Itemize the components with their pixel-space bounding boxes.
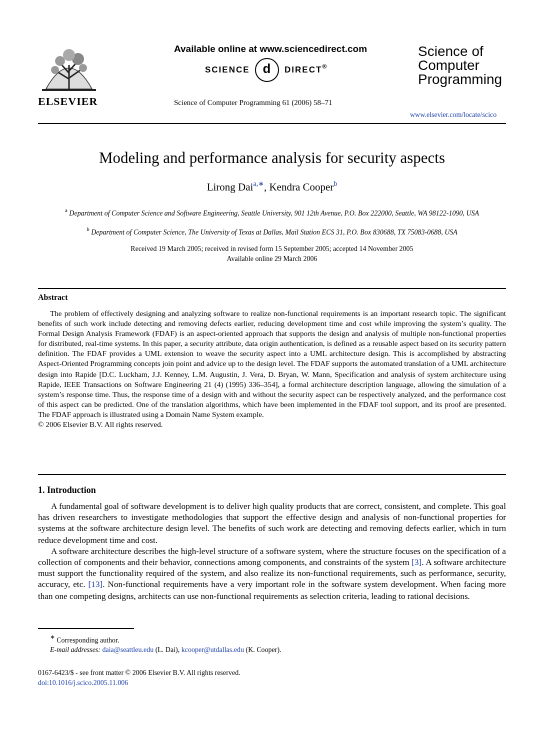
email-link[interactable]: daia@seattleu.edu <box>102 646 154 655</box>
email-link[interactable]: kcooper@utdallas.edu <box>181 646 244 655</box>
section-body <box>38 501 506 602</box>
publication-dates <box>0 244 544 264</box>
abstract-paragraph: The problem of effectively designing and analyzing software to realize non-functional requirements is an important research topic. The significant benefits of such work include detecting and removing defects earlier, reducing development time and cost while improving the system’s quality. The Formal Design Analysis Framework (FDAF) is an aspect-oriented approach that supports the design and analysis of multiple non-functional properties for distributed, real-time systems. In this paper, a security attribute, data origin authentication, is defined as a reusable aspect based on its security pattern definition. The FDAF provides a UML extension to weave the security aspect into a UML architecture design. This is accomplished by abstracting Aspect-Oriented Programming concepts join point and advice up to the design level. The FDAF supports the automated translation of a UML architecture design into Rapide [D.C. Luckham, J.J. Kenney, L.M. Augustin, J. Vera, D. Bryan, W. Mann, Specification and analysis of system architecture using Rapide, IEEE Transactions on Software Engineering 21 (4) (1995) 336–354], a formal architecture description language, allowing the simulation of a system’s response time. Thus, the response time of a design with and without the security aspect can be respectively analyzed, and the performance cost of this aspect can be predicted. One of the translation algorithms, which have been implemented in the FDAF tool support, and its proof are presented. The FDAF approach is illustrated using a Domain Name System example. <box>38 309 506 419</box>
science-direct-left: SCIENCE <box>205 64 250 75</box>
received-dates: Received 19 March 2005; received in revised form 15 September 2005; accepted 14 November 2005 <box>130 245 414 253</box>
footnote: ∗ Corresponding author. E-mail addresses: daia@seattleu.edu (L. Dai), kcooper@utdallas.edu (K. Cooper). <box>50 635 282 655</box>
journal-title-line: Computer <box>418 57 480 73</box>
paper-title: Modeling and performance analysis for security aspects <box>98 150 446 167</box>
abstract-bottom-divider <box>38 474 506 475</box>
journal-title <box>418 44 533 86</box>
author-name: Lirong Dai <box>206 182 254 194</box>
abstract-top-divider <box>38 288 506 289</box>
body-paragraph: A software architecture describes the high-level structure of a software system, where the structure focuses on the specification of a collection of components and their behavior, connections among components, and constraints of the system [3]. A software architecture must support the functionality required of the system, and also realize its non-functional requirements, such as performance, security, accuracy, etc. [13]. Non-functional requirements have a very important role in the software system development. When facing more than one competing designs, architects can use non-functional requirements as selection criteria, leading to rational decisions. <box>38 545 506 601</box>
author-affiliation-link[interactable]: a,∗ <box>253 180 264 188</box>
affiliation-a: $^a$ Department of Computer Science and Software Engineering, Seattle University, 901 12th Avenue, P.O. Box 222000, Seattle, WA 98122-1090, USA <box>64 208 480 218</box>
science-direct-right: DIRECT <box>284 64 323 75</box>
issn-line: 0167-6423/$ - see front matter © 2006 Elsevier B.V. All rights reserved. <box>38 669 241 677</box>
citation-link[interactable]: [13] <box>88 579 103 590</box>
author-list: Lirong Dai$^{a,∗}$, Kendra Cooper$^b$ <box>206 180 338 194</box>
footnote-divider <box>38 628 134 629</box>
science-direct-logo <box>205 58 328 82</box>
email-label: E-mail addresses: <box>50 646 101 655</box>
abstract-body <box>38 309 506 430</box>
journal-title-line: Science of <box>418 43 484 59</box>
author-name: Kendra Cooper <box>269 182 334 194</box>
footnote-corresponding: Corresponding author. <box>56 636 120 645</box>
registered-mark: ® <box>322 64 328 71</box>
section-heading: 1. Introduction <box>38 485 96 495</box>
elsevier-tree-logo <box>38 43 100 95</box>
publisher-logo-text: ELSEVIER <box>38 96 98 108</box>
journal-citation: Science of Computer Programming 61 (2006) 58–71 <box>174 98 333 107</box>
body-paragraph: A fundamental goal of software development is to deliver high quality products that are correct, consistent, and complete. This goal has driven researchers to investigate methodologies that support the effective design and analysis of non-functional properties for systems at the software architecture design level. The benefits of such work are detecting and removing defects earlier, which in turn reduce development time and cost. <box>38 501 506 545</box>
journal-url-link[interactable]: www.elsevier.com/locate/scico <box>410 111 497 119</box>
affiliation-b: $^b$ Department of Computer Science, The University of Texas at Dallas, Mail Station ECS 31, P.O. Box 830688, TX 75083-0688, USA <box>86 227 458 237</box>
journal-title-line: Programming <box>418 71 503 87</box>
author-affiliation-link[interactable]: b <box>333 180 338 188</box>
footnote-mark: ∗ <box>50 635 55 641</box>
available-online-banner: Available online at www.sciencedirect.com <box>174 44 368 55</box>
header-divider <box>38 123 506 124</box>
available-date: Available online 29 March 2006 <box>226 255 318 263</box>
front-matter <box>38 668 240 688</box>
abstract-heading: Abstract <box>38 293 68 302</box>
science-direct-at-icon: d <box>255 58 279 82</box>
copyright-line: © 2006 Elsevier B.V. All rights reserved. <box>38 420 163 430</box>
citation-link[interactable]: [3] <box>411 557 422 568</box>
doi-link[interactable]: doi:10.1016/j.scico.2005.11.006 <box>38 679 129 687</box>
